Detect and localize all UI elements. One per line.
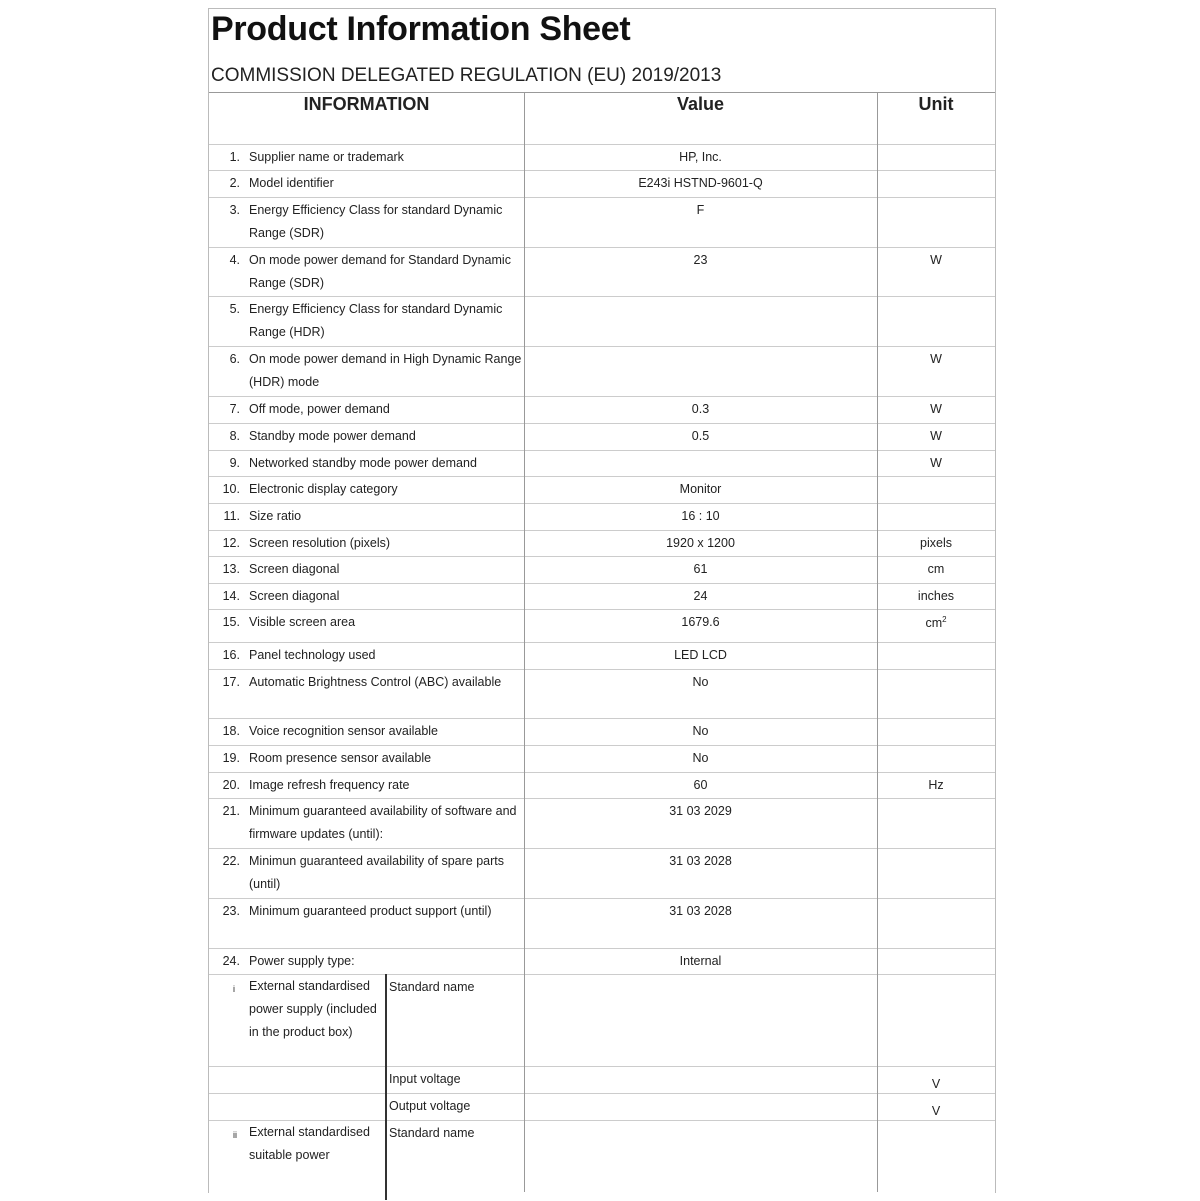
row-label: Off mode, power demand bbox=[249, 402, 390, 416]
row-value: 24 bbox=[693, 589, 708, 603]
row-unit bbox=[877, 429, 995, 443]
row-unit bbox=[877, 536, 995, 550]
row-label: Screen resolution (pixels) bbox=[249, 536, 391, 550]
row-label: Networked standby mode power demand bbox=[249, 456, 477, 470]
row-value: 0.5 bbox=[691, 429, 710, 443]
row-number: 15. bbox=[222, 615, 240, 629]
row-label: Size ratio bbox=[249, 509, 302, 523]
row-value: 16 : 10 bbox=[681, 509, 720, 523]
row-label: Minimum guaranteed availability of software and firmware updates (until): bbox=[249, 804, 517, 841]
row-number: 5. bbox=[229, 302, 240, 316]
unit-superscript: 2 bbox=[942, 615, 947, 624]
row-number: 3. bbox=[229, 203, 240, 217]
psu-field-unit: V bbox=[931, 1104, 941, 1118]
psu-field-label: Standard name bbox=[389, 980, 475, 994]
page-title: Product Information Sheet bbox=[211, 10, 631, 48]
row-value: 23 bbox=[693, 253, 708, 267]
row-number: 17. bbox=[222, 675, 240, 689]
psu-field-label: Standard name bbox=[389, 1126, 475, 1140]
row-value: HP, Inc. bbox=[679, 150, 722, 164]
row-number: 8. bbox=[229, 429, 240, 443]
row-number: 21. bbox=[222, 804, 240, 818]
unit-text: W bbox=[930, 456, 942, 470]
unit-text: cm bbox=[927, 562, 945, 576]
row-number: 2. bbox=[229, 176, 240, 190]
row-unit bbox=[877, 456, 995, 470]
row-value: 31 03 2029 bbox=[669, 804, 732, 818]
row-label: Power supply type: bbox=[249, 954, 355, 968]
header-value: Value bbox=[676, 94, 725, 114]
row-value: No bbox=[692, 675, 709, 689]
column-divider bbox=[877, 92, 878, 1192]
row-unit bbox=[877, 352, 995, 366]
row-label: On mode power demand in High Dynamic Range (HDR) mode bbox=[249, 352, 522, 389]
row-value: 61 bbox=[693, 562, 708, 576]
row-number: 18. bbox=[222, 724, 240, 738]
row-number: 4. bbox=[229, 253, 240, 267]
psu-roman: i bbox=[233, 984, 235, 994]
psu-field-label: Input voltage bbox=[389, 1072, 461, 1086]
row-value: No bbox=[692, 751, 709, 765]
row-number: 19. bbox=[222, 751, 240, 765]
row-number: 24. bbox=[222, 954, 240, 968]
row-value: F bbox=[696, 203, 705, 217]
row-label: Panel technology used bbox=[249, 648, 376, 662]
unit-text: inches bbox=[917, 589, 955, 603]
row-label: Energy Efficiency Class for standard Dynamic Range (SDR) bbox=[249, 203, 503, 240]
row-value: Monitor bbox=[679, 482, 722, 496]
row-unit bbox=[877, 589, 995, 603]
row-unit bbox=[877, 562, 995, 576]
row-unit bbox=[877, 615, 995, 630]
row-number: 12. bbox=[222, 536, 240, 550]
psu-field-label: Output voltage bbox=[389, 1099, 471, 1113]
row-value: 1679.6 bbox=[681, 615, 720, 629]
row-number: 23. bbox=[222, 904, 240, 918]
psu-label: External standardised suitable power bbox=[249, 1125, 370, 1162]
row-label: Screen diagonal bbox=[249, 589, 340, 603]
header-unit: Unit bbox=[918, 94, 954, 114]
regulation-subtitle: COMMISSION DELEGATED REGULATION (EU) 2019/2013 bbox=[211, 65, 722, 86]
row-number: 20. bbox=[222, 778, 240, 792]
row-label: Voice recognition sensor available bbox=[249, 724, 439, 738]
row-value: Internal bbox=[679, 954, 722, 968]
row-value: 31 03 2028 bbox=[669, 854, 732, 868]
psu-divider bbox=[385, 1120, 387, 1200]
row-number: 1. bbox=[229, 150, 240, 164]
row-unit bbox=[877, 402, 995, 416]
row-label: Room presence sensor available bbox=[249, 751, 432, 765]
row-value: 1920 x 1200 bbox=[666, 536, 735, 550]
psu-label: External standardised power supply (included in the product box) bbox=[249, 979, 377, 1039]
row-label: Electronic display category bbox=[249, 482, 398, 496]
row-number: 13. bbox=[222, 562, 240, 576]
row-value: E243i HSTND-9601-Q bbox=[638, 176, 763, 190]
row-label: Visible screen area bbox=[249, 615, 356, 629]
header-information: INFORMATION bbox=[303, 94, 430, 114]
row-label: On mode power demand for Standard Dynamic Range (SDR) bbox=[249, 253, 511, 290]
row-value: 31 03 2028 bbox=[669, 904, 732, 918]
psu-roman: ii bbox=[233, 1130, 237, 1140]
row-number: 22. bbox=[222, 854, 240, 868]
row-number: 16. bbox=[222, 648, 240, 662]
row-value: No bbox=[692, 724, 709, 738]
column-divider bbox=[524, 92, 525, 1192]
row-number: 9. bbox=[229, 456, 240, 470]
unit-text: W bbox=[930, 253, 942, 267]
psu-divider bbox=[385, 974, 387, 1120]
unit-text: Hz bbox=[928, 778, 944, 792]
row-number: 14. bbox=[222, 589, 240, 603]
row-value: 60 bbox=[693, 778, 708, 792]
row-label: Model identifier bbox=[249, 176, 334, 190]
row-number: 10. bbox=[222, 482, 240, 496]
row-label: Standby mode power demand bbox=[249, 429, 416, 443]
psu-field-unit: V bbox=[931, 1077, 941, 1091]
row-value: LED LCD bbox=[674, 648, 727, 662]
unit-text: W bbox=[930, 402, 942, 416]
row-label: Energy Efficiency Class for standard Dynamic Range (HDR) bbox=[249, 302, 503, 339]
unit-text: W bbox=[930, 429, 942, 443]
row-label: Minimun guaranteed availability of spare parts (until) bbox=[249, 854, 504, 891]
row-unit bbox=[877, 778, 995, 792]
row-number: 6. bbox=[229, 352, 240, 366]
row-value: 0.3 bbox=[691, 402, 710, 416]
unit-text: cm bbox=[925, 616, 943, 631]
row-label: Image refresh frequency rate bbox=[249, 778, 410, 792]
row-number: 7. bbox=[229, 402, 240, 416]
row-label: Automatic Brightness Control (ABC) available bbox=[249, 675, 502, 689]
row-number: 11. bbox=[223, 509, 240, 523]
row-label: Minimum guaranteed product support (until) bbox=[249, 904, 492, 918]
row-label: Supplier name or trademark bbox=[249, 150, 404, 164]
row-unit bbox=[877, 253, 995, 267]
unit-text: W bbox=[930, 352, 942, 366]
unit-text: pixels bbox=[920, 536, 952, 550]
row-label: Screen diagonal bbox=[249, 562, 340, 576]
